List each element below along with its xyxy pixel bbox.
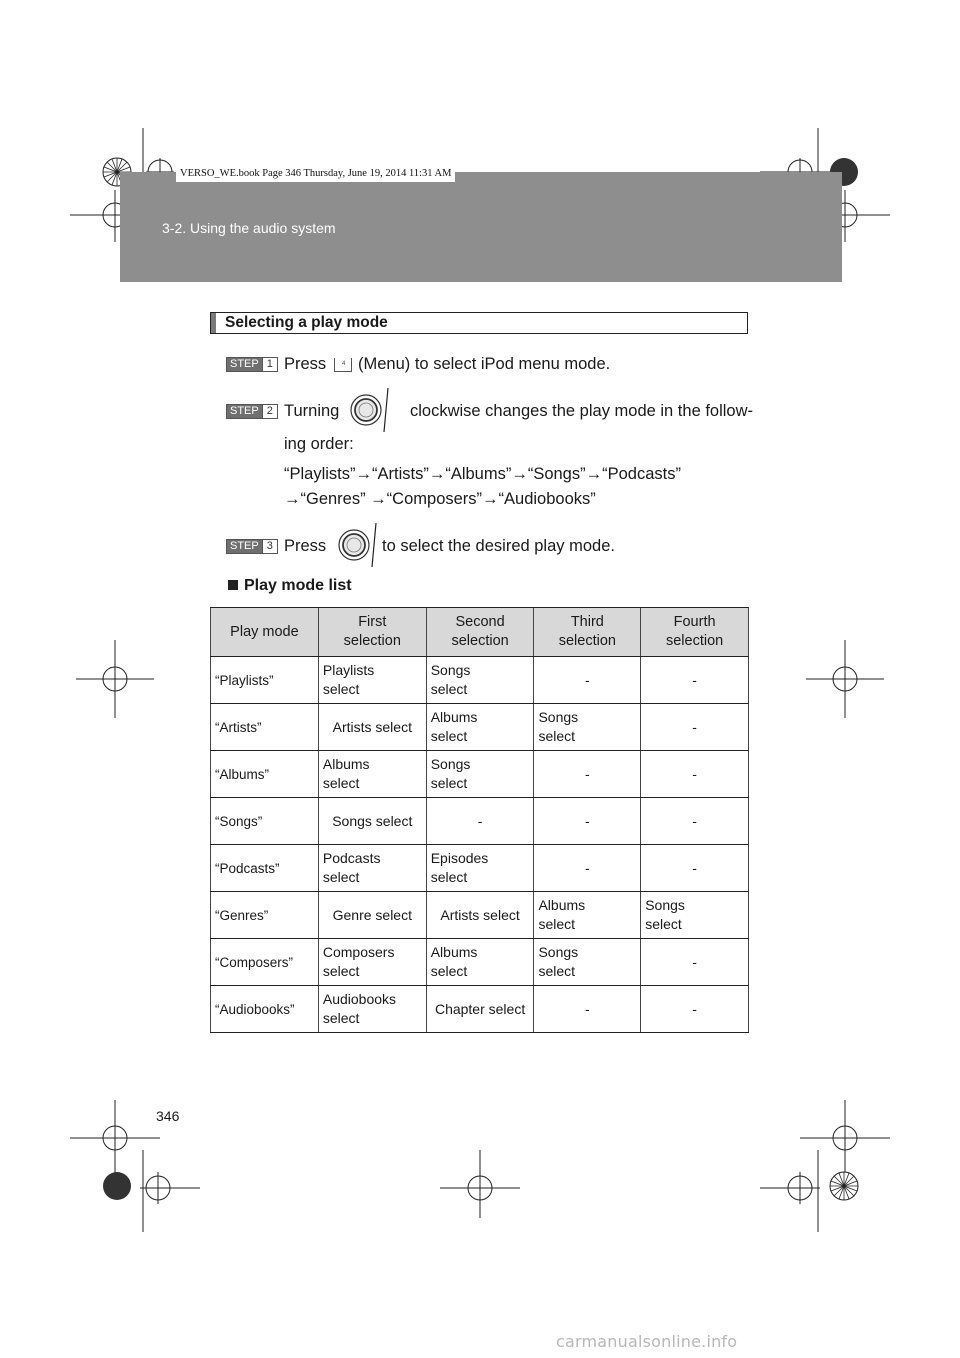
play-mode-cell [211, 845, 319, 892]
cell-text: select [538, 728, 576, 744]
cell-text: - [692, 859, 697, 876]
selection-cell [534, 657, 641, 704]
cell-text: - [692, 671, 697, 688]
page-number: 346 [156, 1108, 180, 1124]
cell-text: select [322, 681, 360, 697]
header-first-selection [318, 608, 426, 657]
step-1-text-after: (Menu) to select iPod menu mode. [358, 355, 611, 373]
table-row [211, 986, 749, 1033]
step-number: 3 [262, 540, 277, 553]
header-third-selection [534, 608, 641, 657]
selection-cell [318, 845, 426, 892]
header-text: Third [570, 614, 604, 630]
cell-text: Songs select [332, 812, 413, 829]
cell-text: select [430, 963, 468, 979]
step-word: STEP [227, 358, 262, 371]
cell-text: select [430, 728, 468, 744]
selection-cell [318, 657, 426, 704]
cell-text: select [645, 916, 682, 932]
selection-cell [426, 657, 534, 704]
watermark: carmanualsonline.info [556, 1332, 738, 1351]
step-2-text-before: Turning [284, 402, 340, 420]
selection-cell [534, 704, 641, 751]
cell-text: - [585, 812, 590, 829]
cell-text: Albums [430, 709, 478, 725]
play-mode-table [210, 607, 749, 1033]
topic-title: Selecting a play mode [225, 314, 388, 331]
play-mode-cell [211, 751, 319, 798]
cell-text: select [430, 775, 468, 791]
header-text: Fourth [673, 614, 716, 630]
cell-text: Songs [538, 709, 579, 725]
header-text: selection [451, 633, 509, 649]
cell-text: Artists select [332, 718, 412, 735]
selection-cell [534, 751, 641, 798]
selection-cell [426, 845, 534, 892]
cell-text: Albums [538, 897, 586, 913]
header-text: selection [558, 633, 616, 649]
cell-text: select [322, 963, 360, 979]
table-row [211, 892, 749, 939]
header-text: selection [343, 633, 401, 649]
header-play-mode [211, 608, 319, 657]
header-text: Play mode [230, 623, 299, 640]
step-2-continuation: ing order: [284, 435, 354, 453]
cell-text: select [430, 681, 468, 697]
play-mode-cell [211, 657, 319, 704]
step-3-text-before: Press [284, 537, 327, 555]
cell-text: Episodes [430, 850, 489, 866]
selection-cell [318, 704, 426, 751]
cell-text: Albums [322, 756, 370, 772]
selection-cell [318, 939, 426, 986]
cell-text: - [585, 1000, 590, 1017]
selection-cell [641, 798, 749, 845]
cell-text: Albums [430, 944, 478, 960]
header-text: Second [455, 614, 505, 630]
square-bullet-icon [228, 580, 238, 590]
selection-cell [641, 892, 749, 939]
header-text: selection [665, 633, 724, 649]
section-title: 3-2. Using the audio system [162, 220, 336, 236]
play-mode-cell [211, 986, 319, 1033]
step-badge-3 [226, 539, 278, 554]
selection-cell [426, 939, 534, 986]
cell-text: select [430, 869, 468, 885]
step-number: 1 [262, 358, 277, 371]
step-badge-1 [226, 357, 278, 372]
play-mode-sequence-line-2: →“Genres” →“Composers”→“Audiobooks” [284, 490, 596, 508]
step-number: 2 [262, 405, 277, 418]
header-second-selection [426, 608, 534, 657]
cell-text: Artists select [440, 906, 520, 923]
play-mode-cell [211, 892, 319, 939]
play-mode-sequence-line-1: “Playlists”→“Artists”→“Albums”→“Songs”→“Podcasts” [284, 465, 681, 483]
selection-cell [641, 704, 749, 751]
selection-cell [641, 657, 749, 704]
cell-text: Songs [430, 756, 471, 772]
title-accent-bar [211, 313, 216, 333]
cell-text: Audiobooks [322, 991, 397, 1007]
cell-text: - [692, 812, 697, 829]
cell-text: “Audiobooks” [215, 1001, 295, 1017]
selection-cell [318, 798, 426, 845]
cell-text: Playlists [322, 662, 375, 678]
selection-cell [534, 845, 641, 892]
cell-text: select [538, 963, 576, 979]
selection-cell [426, 704, 534, 751]
cell-text: select [538, 916, 576, 932]
cell-text: “Songs” [215, 813, 263, 829]
selection-cell [426, 986, 534, 1033]
selection-cell [641, 986, 749, 1033]
step-3-text-after: to select the desired play mode. [382, 537, 615, 555]
table-row [211, 798, 749, 845]
cell-text: Composers [322, 944, 395, 960]
step-badge-2 [226, 404, 278, 419]
step-2-text-after: clockwise changes the play mode in the follow- [410, 402, 754, 420]
header-text: First [358, 614, 387, 630]
step-word: STEP [227, 405, 262, 418]
subheading-text: Play mode list [244, 577, 352, 594]
table-row [211, 751, 749, 798]
cell-text: Songs [430, 662, 471, 678]
selection-cell [641, 939, 749, 986]
selection-cell [534, 892, 641, 939]
header-fourth-selection [641, 608, 749, 657]
cell-text: - [585, 765, 590, 782]
cell-text: - [477, 812, 483, 829]
table-header-row [211, 608, 749, 657]
cell-text: “Genres” [215, 907, 269, 923]
cell-text: select [322, 869, 360, 885]
selection-cell [318, 892, 426, 939]
book-info: VERSO_WE.book Page 346 Thursday, June 19, 2014 11:31 AM [176, 166, 455, 182]
cell-text: Songs [538, 944, 579, 960]
cell-text: “Playlists” [215, 672, 274, 688]
selection-cell [641, 751, 749, 798]
cell-text: “Podcasts” [215, 860, 280, 876]
selection-cell [534, 986, 641, 1033]
cell-text: “Albums” [215, 766, 270, 782]
cell-text: - [692, 1000, 697, 1017]
cell-text: Genre select [332, 906, 412, 923]
step-word: STEP [227, 540, 262, 553]
play-mode-cell [211, 798, 319, 845]
cell-text: select [322, 1010, 360, 1026]
cell-text: “Artists” [215, 719, 262, 735]
cell-text: - [585, 859, 590, 876]
cell-text: select [322, 775, 360, 791]
cell-text: Chapter select [434, 1000, 526, 1017]
cell-text: - [692, 765, 697, 782]
selection-cell [426, 798, 534, 845]
topic-title-box [210, 312, 748, 334]
play-mode-list-heading [228, 576, 352, 596]
table-row [211, 939, 749, 986]
cell-text: - [585, 671, 590, 688]
selection-cell [426, 892, 534, 939]
cell-text: Songs [645, 897, 685, 913]
tune-knob-icon [344, 386, 402, 434]
play-mode-cell [211, 704, 319, 751]
cell-text: - [692, 718, 697, 735]
table-row [211, 704, 749, 751]
selection-cell [426, 751, 534, 798]
step-1-text-before: Press [284, 355, 327, 373]
cell-text: Podcasts [322, 850, 381, 866]
cell-text: - [692, 953, 697, 970]
cell-text: “Composers” [215, 954, 294, 970]
selection-cell [318, 986, 426, 1033]
play-mode-cell [211, 939, 319, 986]
selection-cell [534, 939, 641, 986]
selection-cell [318, 751, 426, 798]
table-row [211, 657, 749, 704]
selection-cell [641, 845, 749, 892]
menu-key-icon [334, 358, 352, 372]
table-row [211, 845, 749, 892]
selection-cell [534, 798, 641, 845]
